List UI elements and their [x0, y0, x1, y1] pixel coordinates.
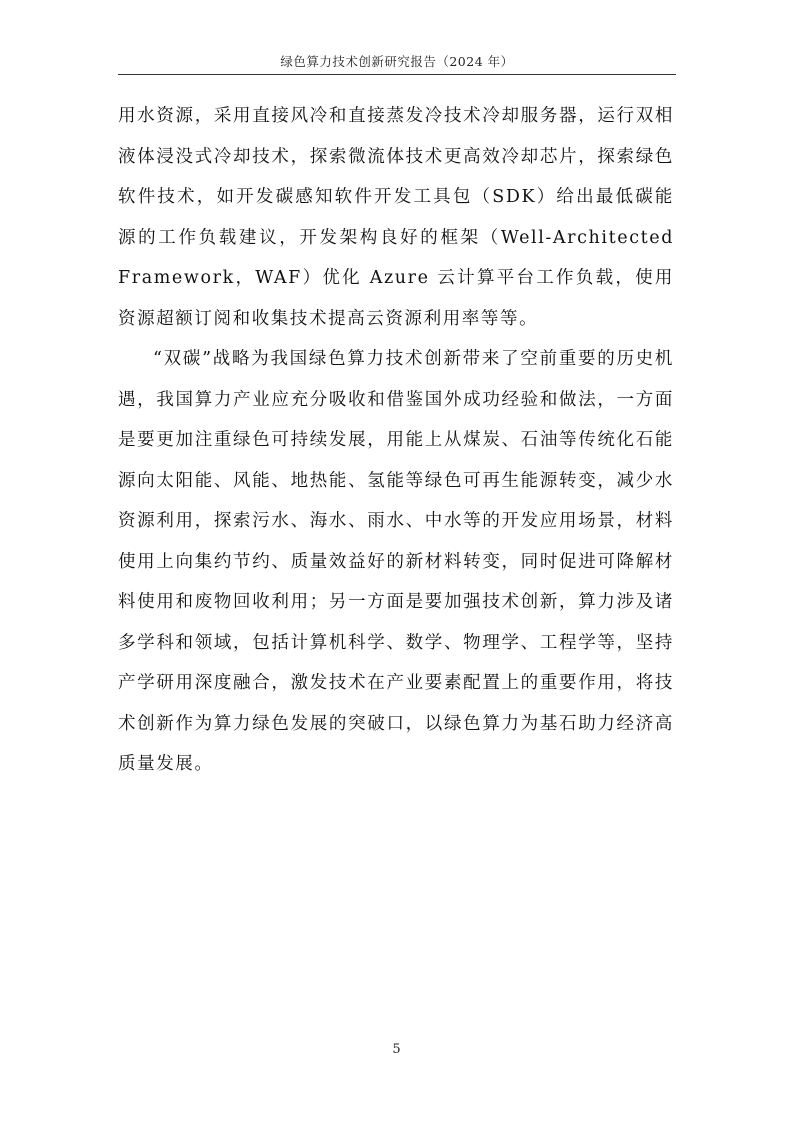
- body-text: [118, 96, 674, 785]
- paragraph-dual-carbon: “双碳”战略为我国绿色算力技术创新带来了空前重要的历史机遇，我国算力产业应充分吸收和借鉴国外成功经验和做法，一方面是要更加注重绿色可持续发展，用能上从煤炭、石油等传统化石能源向太阳能、风能、地热能、氢能等绿色可再生能源转变，减少水资源利用，探索污水、海水、雨水、中水等的开发应用场景，材料使用上向集约节约、质量效益好的新材料转变，同时促进可降解材料使用和废物回收利用；另一方面是要加强技术创新，算力涉及诸多学科和领域，包括计算机科学、数学、物理学、工程学等，坚持产学研用深度融合，激发技术在产业要素配置上的重要作用，将技术创新作为算力绿色发展的突破口，以绿色算力为基石助力经济高质量发展。: [118, 349, 674, 774]
- page-number: 5: [392, 1042, 401, 1057]
- header-rule: [118, 74, 676, 75]
- running-header: 绿色算力技术创新研究报告（2024 年）: [280, 54, 514, 69]
- paragraph-continued: 用水资源，采用直接风冷和直接蒸发冷技术冷却服务器，运行双相液体浸没式冷却技术，探索微流体技术更高效冷却芯片，探索绿色软件技术，如开发碳感知软件开发工具包（SDK）给出最低碳能源的工作负载建议，开发架构良好的框架（Well-Architected Framework，WAF）优化 Azure 云计算平台工作负载，使用资源超额订阅和收集技术提高云资源利用率等等。: [118, 106, 674, 329]
